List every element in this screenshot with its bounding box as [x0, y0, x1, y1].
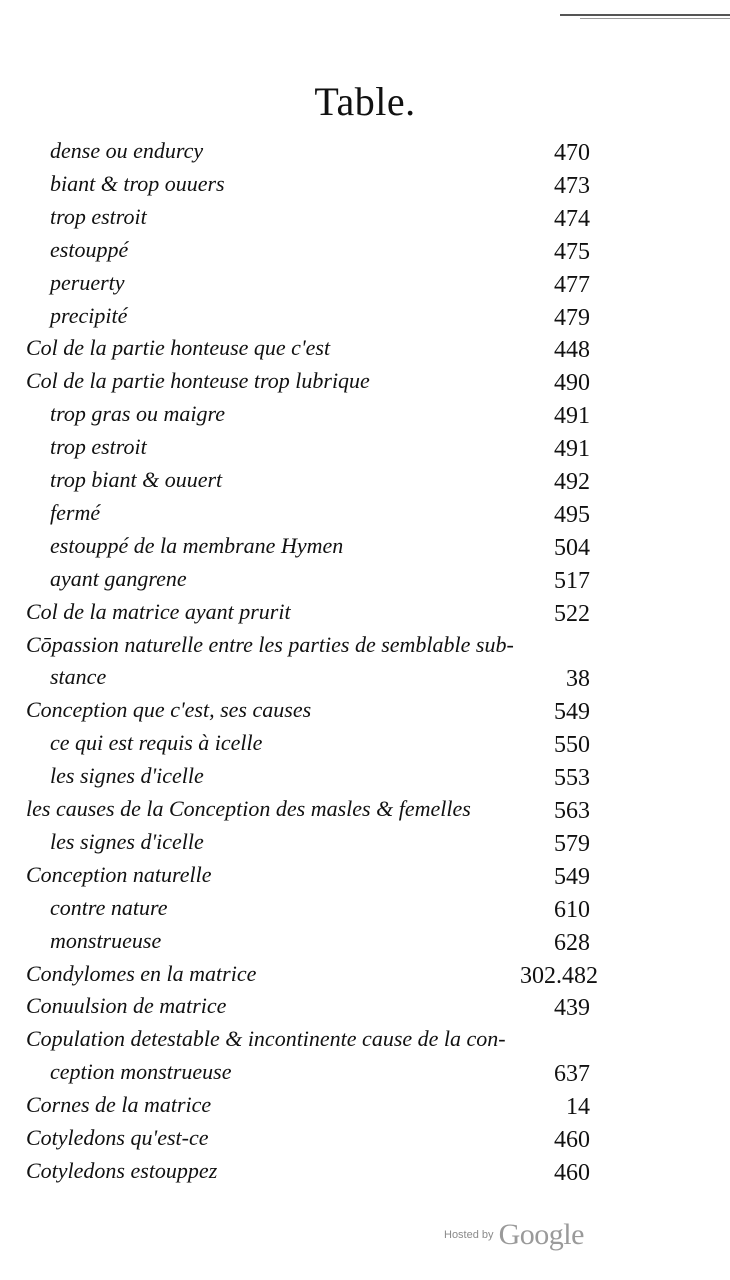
entry-page-number: 460: [554, 1127, 590, 1153]
entry-page-number: 448: [554, 337, 590, 364]
entry-page-number: 549: [554, 699, 590, 726]
hosted-by-text: Hosted by: [444, 1229, 494, 1241]
index-entry: [0, 596, 730, 628]
index-entry: [0, 563, 730, 595]
entry-label: trop estroit: [50, 434, 147, 460]
index-entry: [0, 892, 730, 924]
entry-label: Cornes de la matrice: [26, 1092, 212, 1118]
entry-label: monstrueuse: [50, 927, 162, 953]
entry-page-number: 302.482: [520, 962, 598, 989]
entry-page-number: 475: [554, 238, 590, 265]
index-entry: [0, 1155, 730, 1187]
entry-page-number: 477: [554, 271, 590, 298]
entry-label: estouppé: [50, 236, 129, 262]
index-entry: [0, 958, 730, 990]
entry-label: ce qui est requis à icelle: [50, 730, 263, 756]
entry-page-number: 491: [554, 403, 590, 430]
index-entry: [0, 168, 730, 200]
entry-page-number: 637: [554, 1061, 590, 1088]
entry-label: les signes d'icelle: [50, 828, 204, 854]
entry-page-number: 479: [554, 304, 590, 331]
entry-label: Copulation detestable & incontinente cause de la con-: [26, 1026, 506, 1052]
entry-label: precipité: [50, 302, 128, 328]
index-entry: [0, 1089, 730, 1121]
entry-label: Conuulsion de matrice: [26, 993, 227, 1019]
index-entry: [0, 1122, 730, 1154]
entry-label: peruerty: [50, 269, 125, 295]
entry-label: ception monstrueuse: [50, 1059, 232, 1085]
entry-page-number: 474: [554, 205, 590, 232]
entry-label: fermé: [50, 499, 101, 525]
entry-page-number: 549: [554, 863, 590, 890]
entry-label: Cotyledons qu'est-ce: [26, 1125, 209, 1150]
index-entry: [0, 300, 730, 332]
index-entry: [0, 859, 730, 891]
entry-label: trop biant & ouuert: [50, 467, 223, 492]
entry-label: Col de la matrice ayant prurit: [26, 598, 291, 624]
entry-page-number: 628: [554, 929, 590, 956]
index-entry: [0, 398, 730, 430]
entry-page-number: 563: [554, 798, 590, 824]
entry-label: ayant gangrene: [50, 565, 187, 591]
index-entry: [0, 629, 730, 661]
index-entry: [0, 234, 730, 266]
index-entry: [0, 1023, 730, 1055]
entry-label: contre nature: [50, 894, 168, 920]
entry-label: Col de la partie honteuse que c'est: [26, 335, 331, 361]
google-logo: Google: [498, 1218, 584, 1251]
index-entry: [0, 727, 730, 759]
index-entry: [0, 497, 730, 529]
entry-label: trop estroit: [50, 203, 147, 229]
index-entry: [0, 530, 730, 562]
index-entry: [0, 267, 730, 299]
entry-page-number: 553: [554, 765, 590, 792]
index-entry: [0, 431, 730, 463]
entry-label: estouppé de la membrane Hymen: [50, 532, 344, 558]
entry-page-number: 460: [554, 1159, 590, 1186]
index-entry: [0, 990, 730, 1022]
index-entry: [0, 332, 730, 364]
entry-page-number: 473: [554, 172, 590, 199]
hosted-by-google-watermark: [444, 1218, 584, 1252]
entry-label: les signes d'icelle: [50, 763, 204, 789]
entry-page-number: 492: [554, 469, 590, 495]
page-title: Table.: [314, 79, 416, 124]
entry-page-number: 491: [554, 436, 590, 463]
entry-page-number: 610: [554, 896, 590, 923]
entry-label: Conception que c'est, ses causes: [26, 697, 312, 723]
entry-label: stance: [50, 664, 107, 690]
entry-label: Conception naturelle: [26, 861, 212, 887]
index-entry: [0, 760, 730, 792]
entry-page-number: 522: [554, 600, 590, 627]
index-entry: [0, 694, 730, 726]
index-entry: [0, 826, 730, 858]
entry-label: Condylomes en la matrice: [26, 960, 257, 986]
index-entry: [0, 135, 730, 167]
entry-page-number: 490: [554, 370, 590, 397]
entry-page-number: 517: [554, 567, 590, 594]
page-edge-rule: [580, 18, 730, 19]
entry-page-number: 14: [566, 1094, 590, 1121]
index-entry: [0, 661, 730, 693]
entry-page-number: 579: [554, 830, 590, 857]
entry-label: les causes de la Conception des masles & femelles: [26, 796, 471, 821]
entry-page-number: 550: [554, 732, 590, 759]
entry-label: biant & trop ouuers: [50, 170, 225, 196]
index-entry: [0, 464, 730, 496]
entry-page-number: 38: [566, 666, 590, 693]
index-entry: [0, 365, 730, 397]
index-entry: [0, 793, 730, 825]
entry-page-number: 439: [554, 995, 590, 1022]
index-entry: [0, 201, 730, 233]
page-edge-rule: [560, 14, 730, 16]
entry-page-number: 504: [554, 534, 590, 561]
entry-label: dense ou endurcy: [50, 138, 204, 163]
entry-label: Col de la partie honteuse trop lubrique: [26, 368, 370, 394]
entry-page-number: 470: [554, 140, 590, 166]
entry-label: Cotyledons estouppez: [26, 1157, 218, 1183]
entry-page-number: 495: [554, 501, 590, 528]
entry-label: Cōpassion naturelle entre les parties de semblable sub-: [26, 631, 514, 657]
entry-label: trop gras ou maigre: [50, 401, 225, 427]
index-entry: [0, 1056, 730, 1088]
index-entry: [0, 925, 730, 957]
